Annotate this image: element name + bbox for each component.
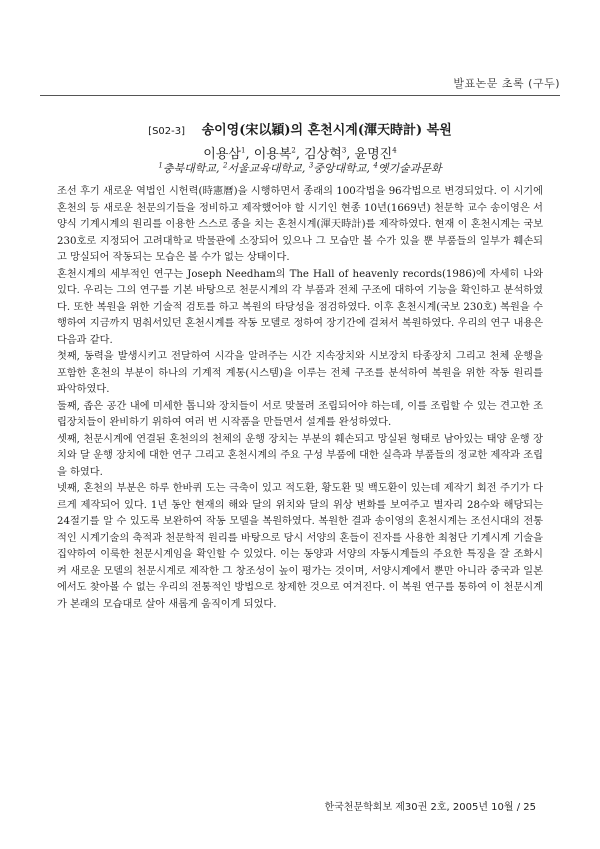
- author-list: 이용삼$^1$, 이용복$^2$, 김상혁$^3$, 윤명진$^4$: [203, 146, 397, 162]
- author: 윤명진$^4$: [354, 146, 397, 162]
- paragraph: 셋째, 천문시계에 연결된 혼천의의 천체의 운행 장치는 부분의 훼손되고 망실된 형태로 남아있는 태양 운행 장치와 달 운행 장치에 대한 연구 그리고 혼천시계의 주요 구성 부품에 대한 실측과 부품들의 정교한 제작과 조립을 하였다.: [57, 433, 543, 478]
- session-code: [S02-3]: [148, 126, 186, 137]
- abstract-body: [57, 184, 543, 613]
- section-label: 발표논문 초록 (구두): [453, 77, 560, 90]
- paragraph: 첫째, 동력을 발생시키고 전달하여 시각을 알려주는 시간 지속장치와 시보장치 타종장치 그리고 천체 운행을 포함한 혼천의 부분이 하나의 기계적 계통(시스템)을 이루는 전체 구조를 분석하여 복원을 위한 작동 원리를 파악하였다.: [57, 351, 543, 395]
- author: 김상혁$^3$: [304, 146, 347, 162]
- affiliation: $^1$충북대학교: [158, 161, 216, 175]
- paper-title: [0, 119, 600, 138]
- page-footer: 한국천문학회보 제30권 2호, 2005년 10월 / 25: [324, 802, 536, 813]
- paragraph: 혼천시계의 세부적인 연구는 Joseph Needham의 The Hall of heavenly records(1986)에 자세히 나와 있다. 우리는 그의 연구를 기본 바탕으로 천문시계의 각 부품과 전체 구조에 대하여 기능을 확인하고 분석하였다. 또한 복원을 위한 기술적 검토를 하고 복원의 타당성을 점검하였다. 이후 혼천시계(국보 230호) 복원을 수행하여 지금까지 멈춰서있던 혼천시계를 작동 모델로 정하여 장기간에 걸쳐서 복원하였다. 우리의 연구 내용은 다음과 같다.: [57, 268, 543, 346]
- affiliation: $^4$옛기술과문화: [373, 161, 442, 175]
- author: 이용복$^2$: [253, 146, 296, 162]
- header-rule: [40, 95, 560, 96]
- affiliation: $^3$중앙대학교: [308, 161, 367, 175]
- author: 이용삼$^1$: [203, 146, 246, 162]
- affiliation-list: $^1$충북대학교, $^2$서울교육대학교, $^3$중앙대학교, $^4$옛기술과문화: [158, 161, 442, 175]
- title-text: 송이영(宋以穎)의 혼천시계(渾天時計) 복원: [201, 123, 452, 138]
- paragraph: 둘째, 좁은 공간 내에 미세한 톱니와 장치들이 서로 맞물려 조립되어야 하는데, 이를 조립할 수 있는 견고한 조립장치들이 완비하기 위하여 여러 번 시작품을 만들면서 설계를 완성하였다.: [57, 400, 543, 428]
- paragraph: 넷째, 혼천의 부분은 하루 한바퀴 도는 극축이 있고 적도환, 황도환 및 백도환이 있는데 제작기 회전 주기가 다르게 제작되어 있다. 1년 동안 현재의 해와 달의 위치와 달의 위상 변화를 보여주고 별자리 28수와 해당되는 24절기를 알 수 있도록 보완하여 작동 모델을 복원하였다. 복원한 결과 송이영의 혼천시계는 조선시대의 전통적인 시계기술의 축적과 천문학적 원리를 바탕으로 당시 서양의 혼들이 진자를 사용한 최첨단 기계시계 기술을 집약하여 이룩한 천문시계임을 확인할 수 있었다. 이는 동양과 서양의 자동시계들의 주요한 특징을 잘 조화시켜 새로운 모델의 천문시계로 제작한 그 창조성이 높이 평가는 것이며, 서양시계에서 뿐만 아니라 중국과 일본에서도 찾아볼 수 없는 우리의 전통적인 방법으로 창제한 것으로 여겨진다. 이 복원 연구를 통하여 이 천문시계가 본래의 모습대로 살아 새롭게 움직이게 되었다.: [57, 483, 543, 610]
- affiliation: $^2$서울교육대학교: [222, 161, 302, 175]
- paragraph: 조선 후기 새로운 역법인 시헌력(時憲曆)을 시행하면서 종래의 100각법을 96각법으로 변경되었다. 이 시기에 혼천의 등 새로운 천문의기들을 정비하고 제작했어야 할 시기인 현종 10년(1669년) 천문학 교수 송이영은 서양식 기계시계의 원리를 이용한 스스로 종을 치는 혼천시계(渾天時計)를 제작하였다. 현재 이 혼천시계는 국보 230호로 지정되어 고려대학교 박물관에 소장되어 있으나 그 모습만 볼 수가 있을 뿐 부품들의 일부가 훼손되고 망실되어 작동되는 모습은 볼 수가 없는 상태이다.: [57, 186, 543, 263]
